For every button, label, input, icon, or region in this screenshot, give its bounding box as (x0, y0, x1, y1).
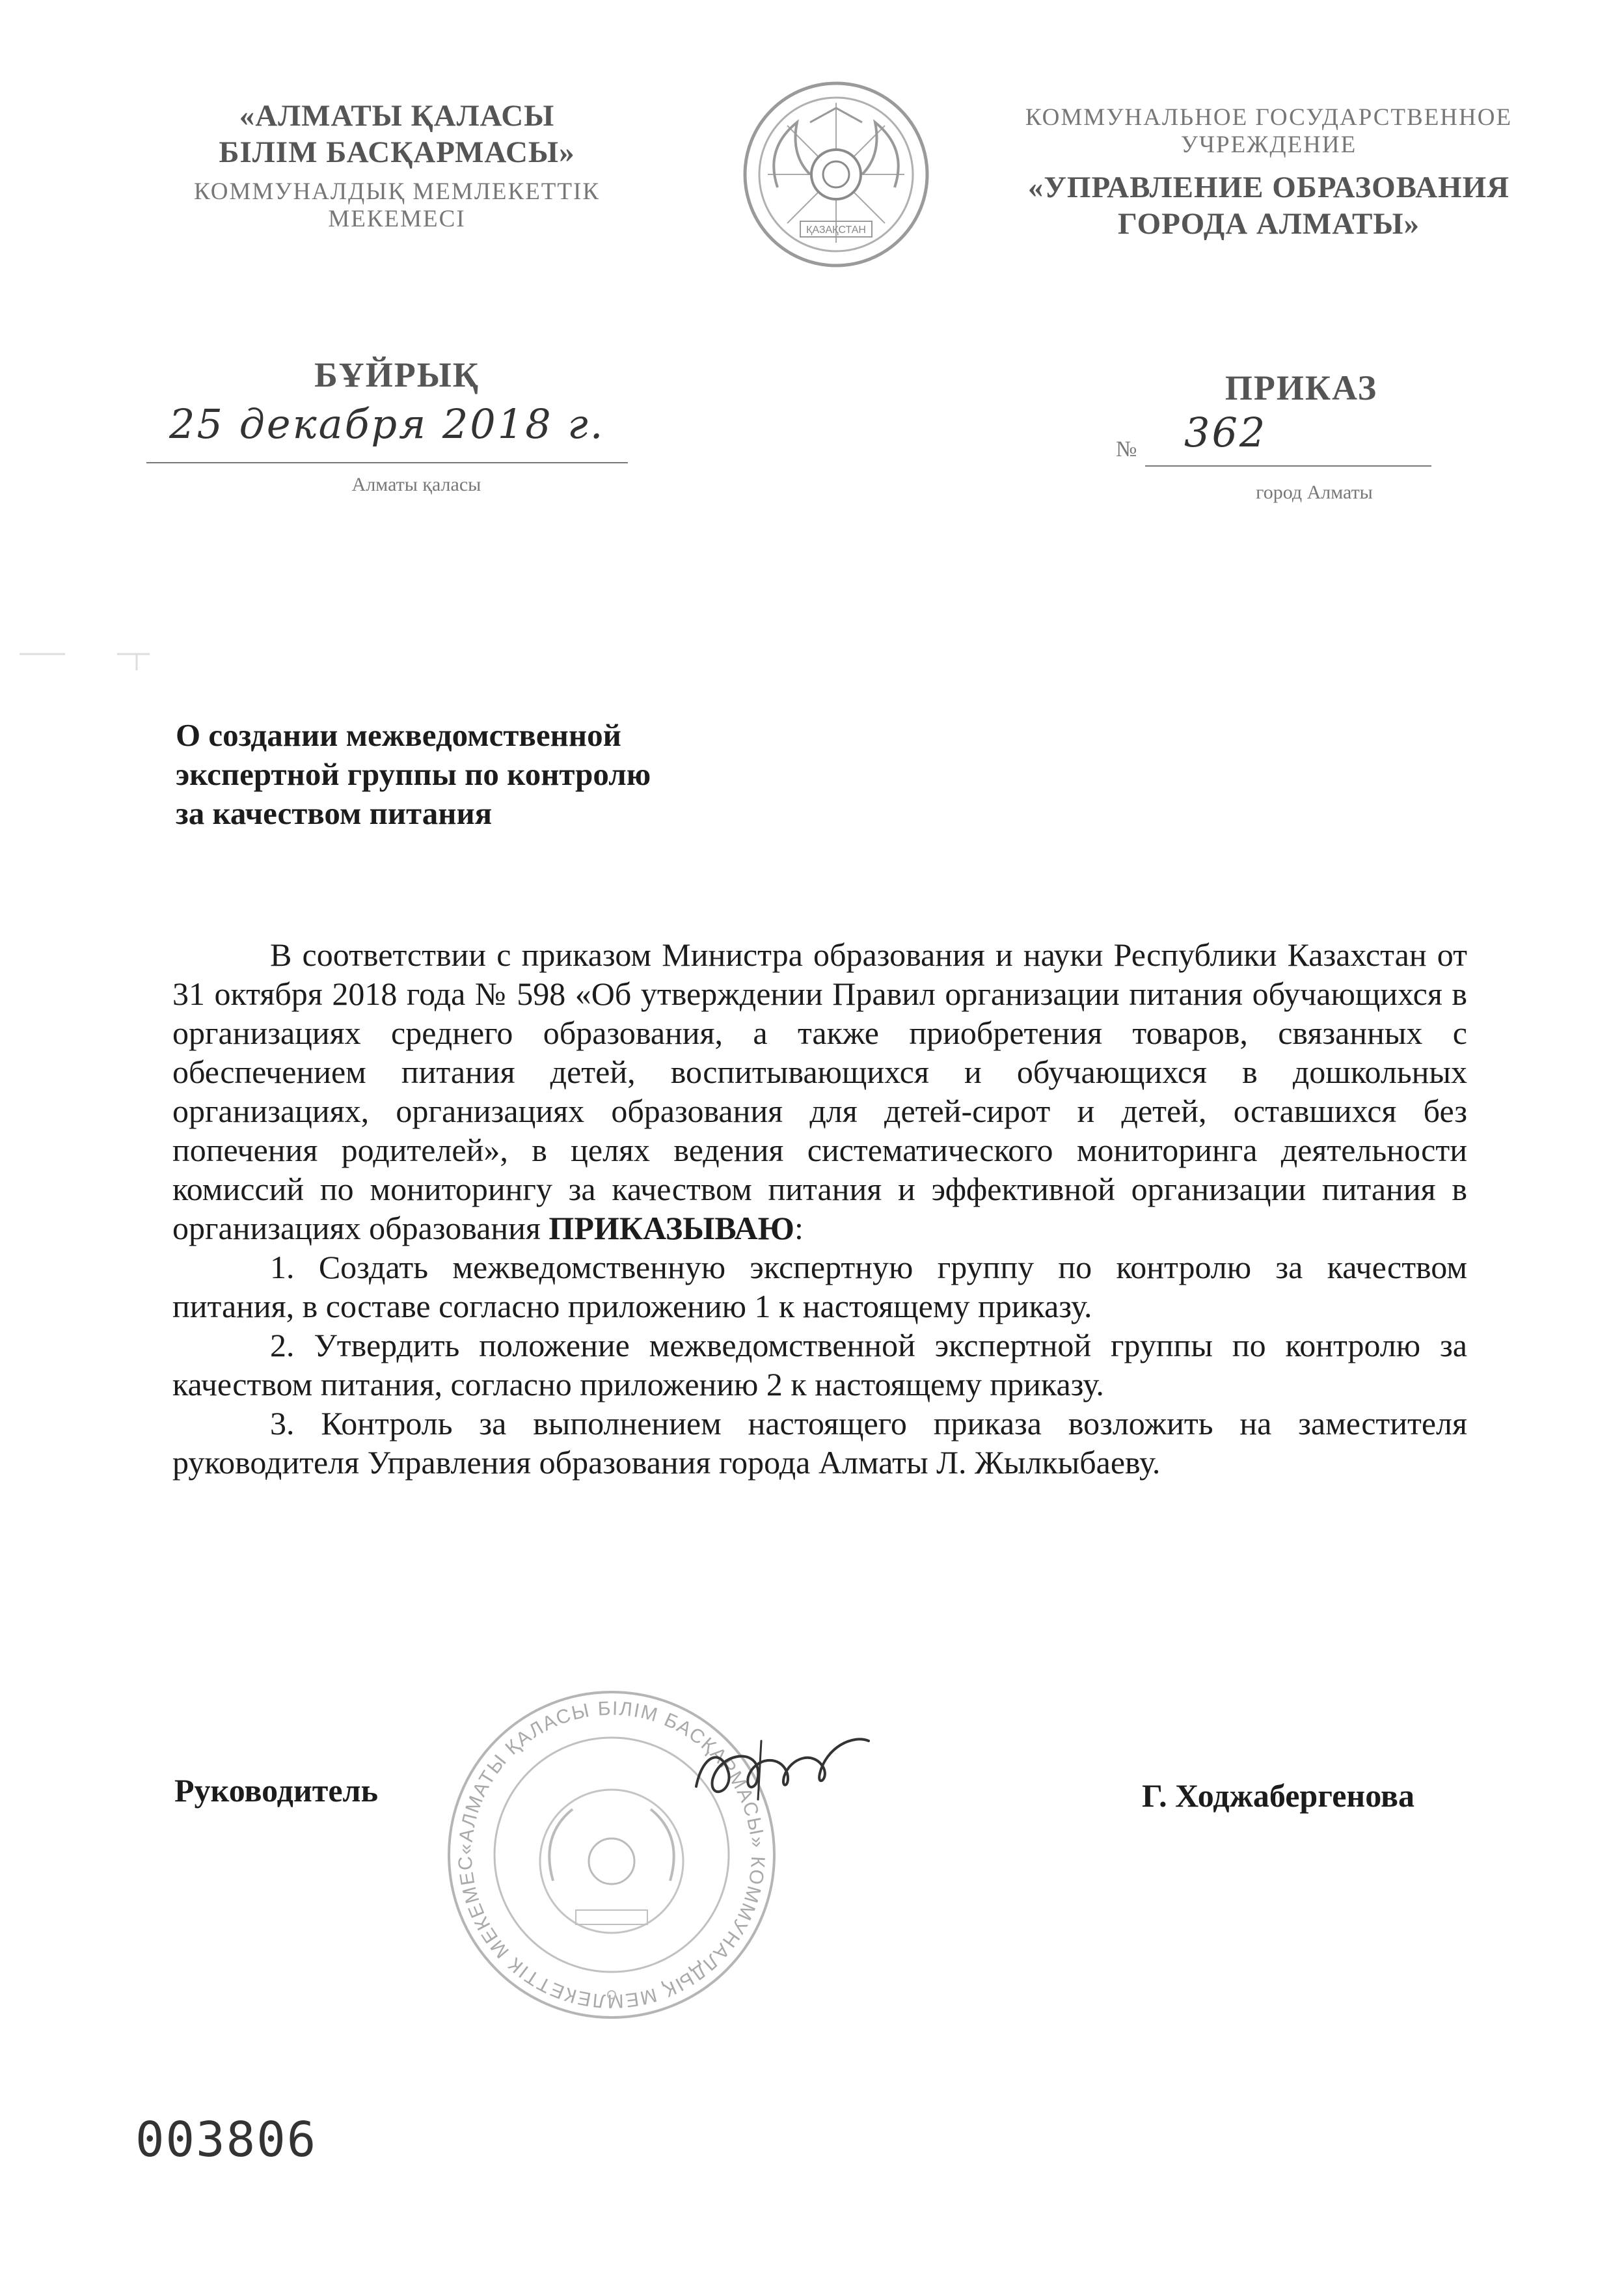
org-type-ru-line2: УЧРЕЖДЕНИЕ (1180, 131, 1357, 158)
preamble-text: В соответствии с приказом Министра образования и науки Республики Казахстан от 31 октября 2018 года № 598 «Об утверждении Правил организации питания обучающихся в организациях среднего образования, а также приобретения товаров, связанных с обеспечением питания детей, воспитывающихся и обучающихся в дошкольных организациях, организациях образования для детей-сирот и детей, оставшихся без попечения родителей», в целях ведения систематического мониторинга деятельности комиссий по мониторингу за качеством питания и эффективной организации питания в организациях образования (172, 936, 1467, 1246)
stamp-emblem-icon (540, 1790, 683, 1933)
order-item-1: 1. Создать межведомственную экспертную группу по контролю за качеством питания, в составе согласно приложению 1 к настоящему приказу. (172, 1249, 1467, 1324)
order-item-2: 2. Утвердить положение межведомственной экспертной группы по контролю за качеством питания, согласно приложению 2 к настоящему приказу. (172, 1327, 1467, 1402)
city-ru: город Алматы (1256, 482, 1373, 503)
org-name-kz-line1: «АЛМАТЫ ҚАЛАСЫ (239, 99, 555, 133)
state-emblem-icon (738, 77, 934, 272)
corner-marks (20, 651, 189, 670)
emblem-label: ҚАЗАҚСТАН (806, 225, 866, 236)
signatory-title: Руководитель (174, 1772, 379, 1809)
order-subject (176, 716, 826, 833)
order-body (172, 935, 1467, 1482)
org-name-kz-line2: БІЛІМ БАСҚАРМАСЫ» (219, 135, 575, 169)
number-sign: № (1116, 437, 1137, 461)
org-type-ru-line1: КОММУНАЛЬНОЕ ГОСУДАРСТВЕННОЕ (1025, 104, 1513, 131)
header-right-org (976, 104, 1562, 242)
order-word: ПРИКАЗЫВАЮ (548, 1210, 794, 1246)
subject-line1: О создании межведомственной (176, 717, 621, 753)
subject-line3: за качеством питания (176, 795, 493, 831)
order-number-handwritten: 362 (1184, 409, 1267, 456)
order-label-kz: БҰЙРЫҚ (314, 355, 480, 394)
order-item-3: 3. Контроль за выполнением настоящего приказа возложить на заместителя руководителя Управления образования города Алматы Л. Жылкыбаеву. (172, 1405, 1467, 1481)
org-name-ru-line2: ГОРОДА АЛМАТЫ» (1117, 207, 1420, 241)
order-colon: : (794, 1210, 804, 1246)
signatory-name: Г. Ходжабергенова (1142, 1777, 1414, 1814)
order-date-handwritten: 25 декабря 2018 г. (169, 400, 605, 448)
org-type-kz-line2: МЕКЕМЕСІ (328, 206, 466, 232)
city-kz: Алматы қаласы (351, 474, 481, 495)
preamble-paragraph (172, 935, 1467, 1248)
order-label-ru: ПРИКАЗ (1225, 368, 1378, 407)
org-type-kz-line1: КОММУНАЛДЫҚ МЕМЛЕКЕТТІК (193, 178, 601, 205)
document-serial-number: 003806 (135, 2112, 318, 2168)
subject-line2: экспертной группы по контролю (176, 756, 651, 792)
org-name-ru-line1: «УПРАВЛЕНИЕ ОБРАЗОВАНИЯ (1027, 171, 1510, 204)
header-left-org (130, 98, 664, 233)
stamp-text: «АЛМАТЫ ҚАЛАСЫ БІЛІМ БАСҚАРМАСЫ» КОММУНАЛДЫҚ МЕМЛЕКЕТТІК МЕКЕМЕС (454, 1697, 769, 2012)
handwritten-signature (683, 1728, 878, 1812)
